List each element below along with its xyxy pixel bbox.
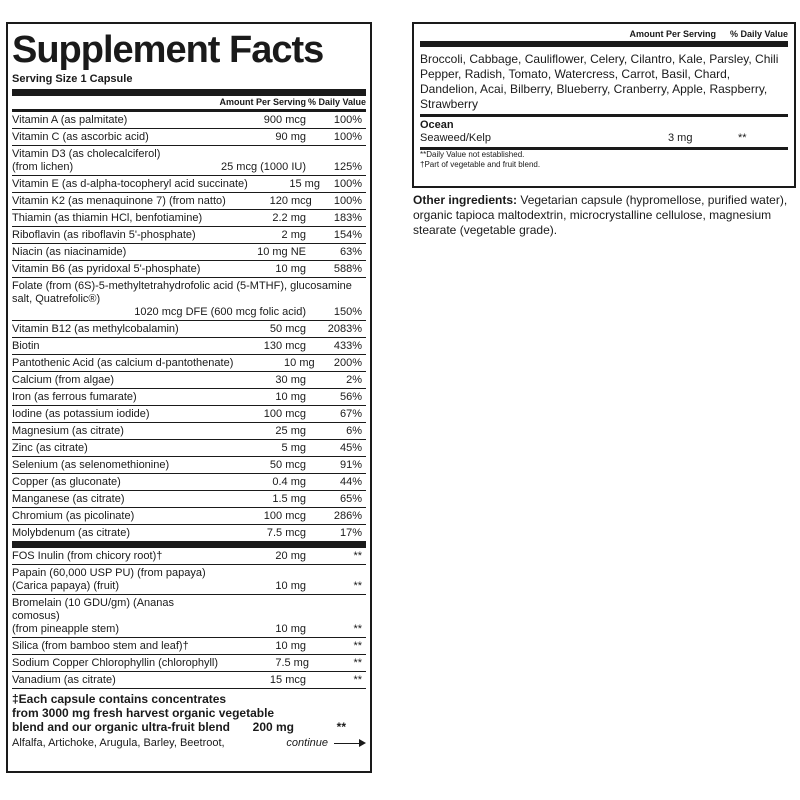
- table-row: [12, 146, 366, 176]
- row-name-line: Vitamin A (as palmitate): [12, 114, 128, 126]
- row-name: [12, 674, 210, 687]
- blend-amount: 200 mg: [252, 720, 294, 734]
- other-ingredients-label: Other ingredients:: [413, 193, 518, 207]
- ocean-item-row: [420, 132, 788, 150]
- row-name: [12, 442, 210, 455]
- row-amount: 900 mcg: [263, 114, 306, 126]
- row-name: [12, 178, 248, 191]
- table-row: [12, 244, 366, 261]
- row-dv: 63%: [339, 246, 362, 258]
- row-dv: 17%: [339, 527, 362, 539]
- row-name-line: Magnesium (as citrate): [12, 425, 124, 437]
- row-name: [12, 229, 210, 242]
- row-dv: **: [353, 657, 362, 669]
- row-amount: 10 mg: [275, 623, 306, 635]
- row-dv: 91%: [339, 459, 362, 471]
- row-amount: 1.5 mg: [272, 493, 306, 505]
- row-name: [12, 280, 366, 306]
- arrow-right-icon: [334, 743, 364, 744]
- row-amount: 10 mg: [275, 263, 306, 275]
- row-name-line: Vitamin D3 (as cholecalciferol): [12, 148, 161, 160]
- row-dv: 67%: [339, 408, 362, 420]
- row-amount: 10 mg: [275, 391, 306, 403]
- panel-title: Supplement Facts: [12, 29, 324, 71]
- row-dv: 183%: [333, 212, 362, 224]
- row-name-line: Silica (from bamboo stem and leaf)†: [12, 640, 189, 652]
- row-name: [12, 148, 210, 174]
- table-row: [12, 278, 366, 321]
- table-row: [12, 655, 366, 672]
- table-row: [12, 525, 366, 542]
- row-name-line: Folate (from (6S)-5-methyltetrahydrofolic acid (5-MTHF), glucosamine salt, Quatrefolic®): [12, 280, 352, 305]
- row-amount: 10 mg: [275, 640, 306, 652]
- row-amount: 100 mcg: [263, 510, 306, 522]
- ocean-item-amount: 3 mg: [668, 132, 693, 144]
- row-amount: 0.4 mg: [272, 476, 306, 488]
- row-dv: **: [353, 640, 362, 652]
- row-name-line: Thiamin (as thiamin HCl, benfotiamine): [12, 212, 203, 224]
- row-amount: 7.5 mg: [275, 657, 309, 669]
- table-row: [12, 372, 366, 389]
- table-row: [12, 210, 366, 227]
- footnote-dv: **Daily Value not established.: [420, 150, 525, 159]
- table-row: [12, 406, 366, 423]
- row-name: [12, 657, 218, 670]
- other-ingredients: [413, 193, 799, 238]
- table-row: [12, 638, 366, 655]
- row-amount: 120 mcg: [269, 195, 312, 207]
- row-amount: 100 mcg: [263, 408, 306, 420]
- row-amount: 10 mg: [275, 580, 306, 592]
- row-name-line: Selenium (as selenomethionine): [12, 459, 170, 471]
- row-dv: 65%: [339, 493, 362, 505]
- row-name: [12, 493, 210, 506]
- row-dv: **: [353, 580, 362, 592]
- table-row: [12, 389, 366, 406]
- table-row: [12, 508, 366, 525]
- row-name: [12, 567, 210, 593]
- row-name: [12, 212, 210, 225]
- serving-size: Serving Size 1 Capsule: [12, 72, 366, 96]
- row-name: [12, 357, 233, 370]
- row-dv: 588%: [333, 263, 362, 275]
- row-dv: 2083%: [327, 323, 362, 335]
- supplement-facts-panel: [6, 22, 372, 773]
- row-dv: 100%: [333, 131, 362, 143]
- table-row: [12, 261, 366, 278]
- table-row: [12, 491, 366, 508]
- row-name-line: Papain (60,000 USP PU) (from papaya): [12, 567, 206, 579]
- row-name: [12, 114, 210, 127]
- row-name: [12, 323, 210, 336]
- amount-header: Amount Per Serving: [219, 97, 306, 107]
- row-dv: **: [353, 674, 362, 686]
- continue-indicator: [286, 736, 366, 750]
- table-row: [12, 129, 366, 146]
- table-row: [12, 355, 366, 372]
- table-row: [12, 672, 366, 689]
- row-dv: 45%: [339, 442, 362, 454]
- table-row: [12, 423, 366, 440]
- row-amount: 1020 mcg DFE (600 mcg folic acid): [134, 306, 306, 318]
- row-dv: **: [353, 550, 362, 562]
- table-row: [12, 227, 366, 244]
- row-name: [12, 510, 210, 523]
- blend-line-3: blend and our organic ultra-fruit blend: [12, 720, 230, 734]
- row-name: [12, 425, 210, 438]
- row-name-line: Pantothenic Acid (as calcium d-pantothenate): [12, 357, 234, 369]
- row-name: [12, 640, 210, 653]
- table-row: [12, 565, 366, 595]
- table-row: [12, 440, 366, 457]
- other-ingredients-text: Vegetarian capsule (hypromellose, purified water), organic tapioca maltodextrin, microcrystalline cellulose, magnesium stearate (vegetable grade).: [413, 193, 788, 237]
- row-name-line-2: (from pineapple stem): [12, 623, 119, 635]
- table-row: [12, 176, 366, 193]
- row-amount: 7.5 mcg: [266, 527, 306, 539]
- row-name-line: FOS Inulin (from chicory root)†: [12, 550, 163, 562]
- row-name-line: Niacin (as niacinamide): [12, 246, 127, 258]
- row-dv: 6%: [346, 425, 362, 437]
- row-name-line: Vitamin B6 (as pyridoxal 5'-phosphate): [12, 263, 201, 275]
- ocean-item-dv: **: [738, 132, 747, 144]
- row-name: [12, 263, 210, 276]
- blend-dv: **: [336, 720, 346, 734]
- row-name: [12, 195, 226, 208]
- row-amount: 15 mg: [289, 178, 320, 190]
- row-amount: 10 mg: [284, 357, 315, 369]
- row-name-line: Vitamin B12 (as methylcobalamin): [12, 323, 179, 335]
- row-amount: 50 mcg: [269, 323, 306, 335]
- row-name: [12, 246, 210, 259]
- row-name: [12, 340, 210, 353]
- other-ingredient-list: [12, 548, 366, 689]
- dv-header: % Daily Value: [729, 29, 788, 39]
- row-amount: 130 mcg: [263, 340, 306, 352]
- table-row: [12, 548, 366, 565]
- row-name-line: Iodine (as potassium iodide): [12, 408, 150, 420]
- row-dv: 286%: [333, 510, 362, 522]
- row-name: [12, 374, 210, 387]
- row-name: [12, 550, 210, 563]
- row-name-line: Riboflavin (as riboflavin 5'-phosphate): [12, 229, 196, 241]
- row-name-line: Vitamin E (as d-alpha-tocopheryl acid succinate): [12, 178, 248, 190]
- table-row: [12, 193, 366, 210]
- row-name-line: Copper (as gluconate): [12, 476, 121, 488]
- table-row: [12, 338, 366, 355]
- row-dv: 44%: [339, 476, 362, 488]
- row-name-line: Bromelain (10 GDU/gm) (Ananas comosus): [12, 597, 175, 622]
- nutrient-list: [12, 112, 366, 542]
- row-amount: 90 mg: [275, 131, 306, 143]
- row-name-line: Vitamin C (as ascorbic acid): [12, 131, 149, 143]
- blend-line-2: from 3000 mg fresh harvest organic vegetable: [12, 706, 275, 720]
- row-name: [12, 476, 210, 489]
- row-name-line-2: (from lichen): [12, 161, 74, 173]
- row-amount: 30 mg: [275, 374, 306, 386]
- row-name: [12, 391, 210, 404]
- row-dv: 200%: [333, 357, 362, 369]
- ocean-label: Ocean: [420, 119, 454, 131]
- blend-line-1: ‡Each capsule contains concentrates: [12, 692, 227, 706]
- column-header-continued: [420, 24, 788, 47]
- blend-list: Alfalfa, Artichoke, Arugula, Barley, Beetroot,: [12, 737, 225, 749]
- row-dv: 100%: [333, 114, 362, 126]
- supplement-facts-continued-panel: [412, 22, 796, 188]
- row-name-line: Zinc (as citrate): [12, 442, 88, 454]
- row-name: [12, 131, 210, 144]
- row-dv: 433%: [333, 340, 362, 352]
- row-amount: 2 mg: [281, 229, 306, 241]
- row-name-line: Biotin: [12, 340, 40, 352]
- blend-list-start: [12, 734, 366, 750]
- row-dv: 100%: [333, 178, 362, 190]
- table-row: [12, 321, 366, 338]
- row-name-line: Calcium (from algae): [12, 374, 115, 386]
- amount-header: Amount Per Serving: [629, 29, 716, 39]
- blend-statement: [12, 689, 366, 734]
- table-row: [12, 457, 366, 474]
- table-row: [12, 112, 366, 129]
- row-name: [12, 527, 210, 540]
- row-name-line: Vitamin K2 (as menaquinone 7) (from natto): [12, 195, 226, 207]
- row-name-line: Sodium Copper Chlorophyllin (chlorophyll): [12, 657, 219, 669]
- row-amount: 15 mcg: [269, 674, 306, 686]
- row-name: [12, 597, 210, 636]
- ocean-item-name: Seaweed/Kelp: [420, 132, 491, 144]
- row-amount: 25 mcg (1000 IU): [221, 161, 306, 173]
- row-dv: **: [353, 623, 362, 635]
- row-amount: 5 mg: [281, 442, 306, 454]
- continue-label: continue: [286, 737, 328, 749]
- column-header: [12, 96, 366, 112]
- row-name: [12, 459, 210, 472]
- row-dv: 154%: [333, 229, 362, 241]
- row-name-line-2: (Carica papaya) (fruit): [12, 580, 119, 592]
- row-amount: 2.2 mg: [272, 212, 306, 224]
- row-dv: 125%: [333, 161, 362, 173]
- row-name: [12, 408, 210, 421]
- footnote-blend: †Part of vegetable and fruit blend.: [420, 160, 541, 169]
- row-name-line: Chromium (as picolinate): [12, 510, 135, 522]
- row-amount: 50 mcg: [269, 459, 306, 471]
- dv-header: % Daily Value: [307, 97, 366, 107]
- row-name-line: Manganese (as citrate): [12, 493, 125, 505]
- row-dv: 150%: [333, 306, 362, 318]
- row-dv: 2%: [346, 374, 362, 386]
- row-amount: 25 mg: [275, 425, 306, 437]
- row-dv: 100%: [333, 195, 362, 207]
- table-row: [12, 595, 366, 638]
- table-row: [12, 474, 366, 491]
- row-name-line: Iron (as ferrous fumarate): [12, 391, 137, 403]
- row-name-line: Molybdenum (as citrate): [12, 527, 130, 539]
- row-dv: 56%: [339, 391, 362, 403]
- row-name-line: Vanadium (as citrate): [12, 674, 116, 686]
- vegetable-fruit-list: Broccoli, Cabbage, Cauliflower, Celery, Cilantro, Kale, Parsley, Chili Pepper, Radish, Tomato, Watercress, Carrot, Basil, Chard, Dandelion, Acai, Bilberry, Blueberry, Cranberry, Apple, Raspberry, Strawberry: [420, 47, 788, 117]
- row-amount: 20 mg: [275, 550, 306, 562]
- row-amount: 10 mg NE: [257, 246, 306, 258]
